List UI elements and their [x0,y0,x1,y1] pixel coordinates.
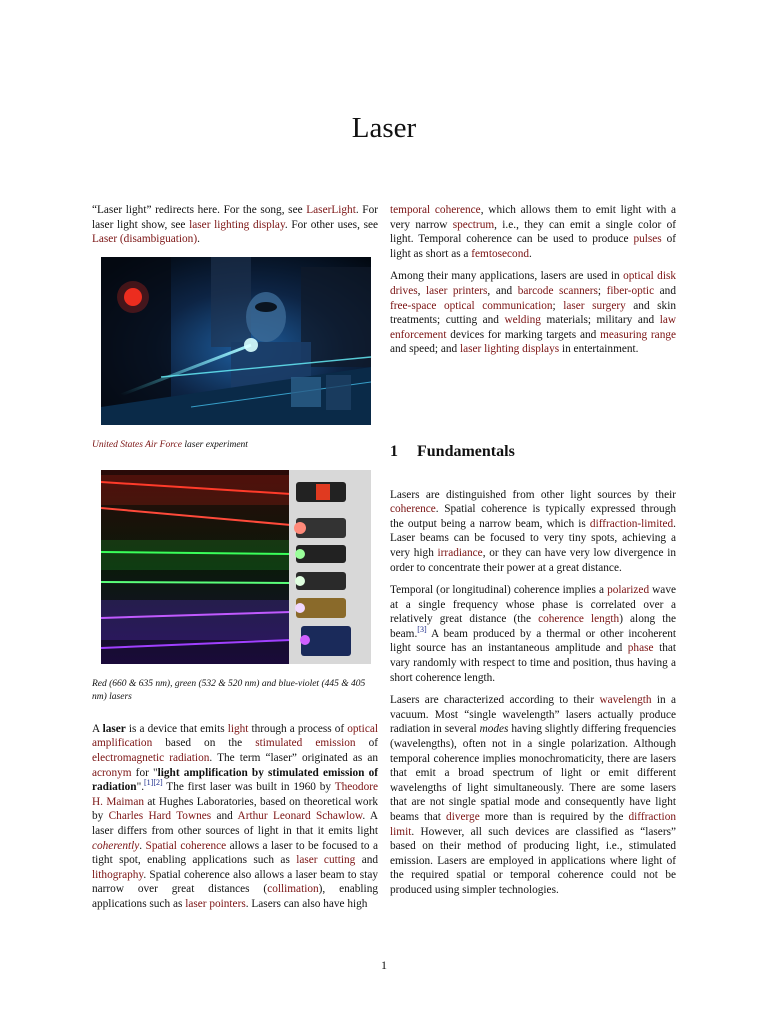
left-column [92,203,378,920]
link-laser-disambiguation[interactable]: Laser (disambiguation) [92,233,198,246]
caption-text: laser experiment [181,439,248,450]
right-column [390,203,676,906]
link-coherence[interactable]: coherence [390,503,436,516]
text: and [654,284,676,297]
text: devices for marking targets and [446,328,601,341]
text: , [417,284,427,297]
text: and [211,810,238,823]
text: A [92,722,103,735]
link-lithography[interactable]: lithography [92,868,144,881]
text: materials; military and [540,314,660,327]
link-diffraction-limited[interactable]: diffraction-limited [589,517,674,530]
colored-lasers-image [101,470,371,664]
text: . Spatial coherence also allows a laser beam to stay narrow over great distances ( [92,868,378,896]
link-pulses[interactable]: pulses [633,233,662,246]
figure1-caption [92,439,378,452]
text: . The term “laser” originated as an [209,751,378,764]
link-coherently[interactable]: coherently [92,839,140,852]
link-laser-cutting[interactable]: laser cutting [296,854,356,867]
ref-link-2[interactable]: [2] [153,778,163,788]
text: of light as short as a [390,233,676,260]
text: ; [597,284,607,297]
text: . [529,247,532,260]
link-laserlight[interactable]: LaserLight [306,204,356,216]
text: . However, all such devices are classified as “lasers” based on their method of producing light, i.e., stimulated emission. Lasers are employed in applications where light of the required spatial or temporal coherence could not be produced using simpler technologies. [390,825,676,896]
text: Temporal (or longitudinal) coherence implies a [390,584,608,597]
ref-link-3[interactable]: [3] [417,625,427,635]
hatnote-text: . For laser light show, see [92,204,378,231]
text: based on the [152,737,256,750]
text: allows a laser to be focused to a tight spot, enabling applications such as [92,839,378,867]
link-light[interactable]: light [227,722,249,735]
link-irradiance[interactable]: irradiance [437,546,483,559]
text: . Spatial coherence is typically expressed through the output being a narrow beam, which is [390,503,676,530]
text: at Hughes Laboratories, based on theoretical work by [92,795,378,823]
link-usaf[interactable]: United States Air Force [92,439,182,450]
link-law-enforcement[interactable]: law enforcement [390,314,676,341]
text: A beam produced by a thermal or other incoherent light source has an instantaneous amplitude and [390,627,676,655]
text: . A laser differs from other sources of light in that it emits light [92,810,379,837]
fundamentals-paragraph-2 [390,583,676,685]
fundamentals-paragraph-3 [390,693,676,897]
text: more than is required by the [479,811,629,823]
section-title: Fundamentals [417,442,515,460]
link-arthur-schawlow[interactable]: Arthur Leonard Schawlow [237,810,363,823]
text: , i.e., they can emit a single color of light. Temporal coherence can be used to produce [390,218,676,246]
hatnote-text: “Laser light” redirects here. For the song, see [92,204,307,216]
link-polarized[interactable]: polarized [607,584,650,597]
link-stimulated-emission[interactable]: stimulated emission [255,737,356,750]
text: that vary randomly with respect to time and position, thus having a short coherence length. [390,642,677,684]
link-coherence-length[interactable]: coherence length [538,613,620,626]
reference [417,625,426,634]
text: ), enabling applications such as [92,883,378,910]
link-laser-lighting-displays[interactable]: laser lighting displays [459,343,560,356]
text: The first laser was built in 1960 by [162,781,335,794]
link-free-space-optical[interactable]: free-space optical communication [390,299,553,312]
text: . Lasers can also have high [245,897,368,910]
text: ". [136,781,145,794]
link-charles-townes[interactable]: Charles Hard Townes [108,810,212,823]
text: and skin treatments; cutting and [390,299,676,327]
hatnote-text: . For other uses, see [284,218,379,231]
text: wave at a single frequency whose phase is correlated over a relatively great distance (the [390,584,676,626]
reference [144,778,163,787]
page-title: Laser [351,112,417,144]
text: of [355,737,378,750]
link-fiber-optic[interactable]: fiber-optic [606,284,655,297]
text: and speed; and [390,343,460,356]
page-number: 1 [381,958,387,972]
text: in a vacuum. Most “single wavelength” lasers actually produce radiation in several [390,694,676,736]
text: ; [552,299,564,312]
link-optical-amplification[interactable]: optical amplification [92,722,378,750]
link-diffraction-limit[interactable]: diffraction limit [390,811,676,838]
link-acronym[interactable]: acronym [92,766,132,779]
link-laser-printers[interactable]: laser printers [426,284,488,297]
text: and [355,854,378,867]
link-temporal-coherence[interactable]: temporal coherence [390,204,481,216]
link-theodore-maiman[interactable]: Theodore H. Maiman [92,781,378,808]
link-spectrum[interactable]: spectrum [452,218,495,231]
figure2-caption: Red (660 & 635 nm), green (532 & 520 nm) and blue-violet (445 & 405 nm) lasers [92,678,366,702]
text: through a process of [248,722,348,735]
text: , or they can have very low divergence in order to concentrate their power at a great distance. [390,546,676,574]
ref-link-1[interactable]: [1] [144,778,154,788]
link-diverge[interactable]: diverge [446,811,480,823]
text: in entertainment. [559,343,639,356]
text: ) along the beam. [390,613,677,640]
link-laser-pointers[interactable]: laser pointers [185,897,246,910]
text: , which allows them to emit light with a very narrow [390,204,676,231]
link-wavelength[interactable]: wavelength [599,694,652,707]
text: , and [487,284,518,297]
text: for " [131,766,158,779]
laser-experiment-image [101,257,371,425]
link-laser-lighting-display[interactable]: laser lighting display [189,218,285,231]
link-spatial-coherence[interactable]: Spatial coherence [145,839,227,852]
intro-paragraph [92,722,378,912]
link-laser-surgery[interactable]: laser surgery [563,299,626,312]
link-optical-disk-drives[interactable]: optical disk drives [390,270,677,297]
text: having slightly differing frequencies (wavelengths), often not in a single polarization. Although temporal coherence implies monochromaticity, there are lasers that emit a broad spectrum of light or emit different wavelengths of light simultaneously. There are some lasers that are not single spatial mode and consequently have light beams that [390,723,676,823]
link-femtosecond[interactable]: femtosecond [471,247,529,260]
bold-term: laser [102,722,126,735]
bold-term: light amplification by stimulated emission of radiation [92,766,378,794]
text: . [139,839,146,852]
hatnote-text: . [197,233,200,246]
temporal-coherence-paragraph [390,203,676,261]
italic-term: modes [479,723,509,736]
section-heading-fundamentals [390,442,676,460]
hatnote [92,203,378,247]
text: Among their many applications, lasers are used in [390,270,624,283]
text: is a device that emits [125,722,228,735]
fundamentals-paragraph-1 [390,488,676,576]
link-phase[interactable]: phase [627,642,654,655]
link-welding[interactable]: welding [504,314,541,327]
text: . Laser beams can be focused to very tiny spots, achieving a very high [390,517,676,559]
link-measuring-range[interactable]: measuring range [600,328,677,341]
applications-paragraph [390,269,676,357]
link-electromagnetic-radiation[interactable]: electromagnetic radiation [92,751,210,764]
text: Lasers are characterized according to their [390,694,600,707]
text: Lasers are distinguished from other light sources by their [390,488,676,501]
link-collimation[interactable]: collimation [267,883,319,896]
link-barcode-scanners[interactable]: barcode scanners [517,284,598,297]
section-number: 1 [390,442,398,460]
